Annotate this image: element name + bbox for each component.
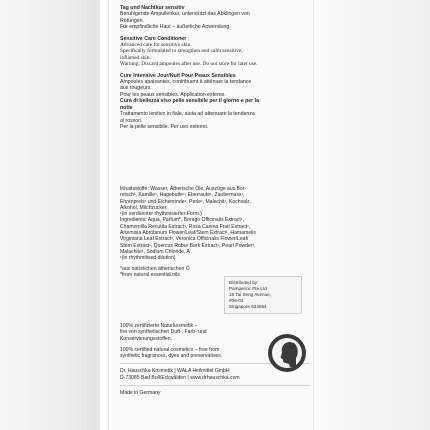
- certified-de-line: frei von synthetischen Duft-, Farb- und: [120, 329, 207, 336]
- en-line: inflamed skin.: [120, 54, 151, 61]
- certification-seal-icon: [268, 334, 306, 372]
- ingredients-en-line: Chamomilla Recutita Extract¹, Rosa Canina Fruit Extract¹,: [120, 223, 251, 230]
- distributor-name: Pamperinc Pte Ltd: [229, 286, 267, 292]
- it-line: Per la pelle sensibile. Per uso esterno.: [120, 123, 209, 130]
- it-title-cont: notte: [120, 104, 133, 111]
- company-line: Dr. Hauschka Kosmetik | WALA Heilmittel GmbH: [120, 368, 230, 375]
- en-warning: Warning: Discard ampoules after use. Do not store for later use.: [120, 61, 258, 68]
- ingredients-en-line: Stem Extract¹, Quercus Robur Bark Extract¹, Pearl Powder¹,: [120, 242, 256, 249]
- en-line: Specifically formulated to strengthen and calm sensitive,: [120, 48, 243, 55]
- ingredients-en-note: ¹(in rhythmitised dilution): [120, 255, 176, 262]
- certified-de-line: 100% zertifizierte Naturkosmetik –: [120, 323, 198, 329]
- certified-en-line: 100% certified natural cosmetics – free from: [120, 346, 220, 353]
- company-address: D-73085 Bad Boll/Eckwälden | www.drhauschka.com: [120, 374, 240, 381]
- made-in: Made in Germany: [120, 390, 161, 397]
- ingredients-en-line: Malachite¹, Sodium Chloride, A: [120, 248, 190, 255]
- certified-en-line: synthetic fragrances, dyes and preservatives.: [120, 353, 223, 360]
- ingredients-de-line: retsch¹, Kamille¹, Hagebutte¹, Eberraute¹, Zaubernuss¹,: [120, 192, 245, 199]
- en-title: Sensitive Care Conditioner: [120, 35, 187, 42]
- ingredients-de-note: ¹(in verdünnter rhythmisierter Form.): [120, 211, 202, 218]
- ingredients-de-line: Alkohol, Milchzucker.: [120, 204, 168, 211]
- distributor-unit: #06-01: [229, 298, 244, 304]
- divider: [120, 385, 310, 386]
- en-line: Advanced care for sensitive skin.: [120, 42, 192, 49]
- natural-oils-note-en: *from natural essential oils: [120, 271, 180, 278]
- it-line: ai rossori.: [120, 117, 143, 124]
- it-line: Trattamento lenitivo in fiale, aiuta ad attenuare la tendenza: [120, 111, 255, 118]
- de-line: Beruhigende Ampullenkur, unterstützt das Abklingen von: [120, 11, 250, 18]
- distributor-label: Distributed by:: [229, 280, 259, 285]
- ingredients-de-line: Ehrenpreis¹ und Eichenrinde¹, Perle¹, Malachit¹, Kochsalz,: [120, 198, 252, 205]
- de-line: Für empfindliche Haut – äußerliche Anwendung.: [120, 24, 231, 31]
- face-profile-icon: [272, 338, 302, 368]
- ingredients-block: [120, 186, 308, 278]
- certified-de-line: Konservierungsstoffen.: [120, 335, 173, 342]
- box-left-side: [0, 0, 100, 430]
- distributor-street: 19 Tai Seng Avenue,: [229, 292, 271, 298]
- fr-line: Pour les peaux sensibles. Application externe.: [120, 91, 226, 98]
- fr-line: Ampoules apaisantes, contribuent à atténuer la tendance: [120, 79, 252, 86]
- ingredients-en-line: Ingredients: Aqua, Parfum*, Borago Officinalis Extract¹,: [120, 217, 244, 224]
- box-right-side: [320, 0, 430, 430]
- it-title: Cura di bellezza viso pelle sensibile per il giorno e per la: [120, 98, 259, 105]
- de-line: Rötungen.: [120, 17, 144, 24]
- distributor-city: Singapore 534054: [229, 304, 267, 310]
- natural-oils-note-de: *aus natürlichen ätherischen Ö: [120, 265, 190, 272]
- ingredients-en-line: Artemisia Abrotanum Flower/Leaf/Stem Extract¹, Hamamelis: [120, 230, 256, 237]
- description-column: [120, 5, 310, 130]
- fr-title: Cure Intensive Jour/Nuit Pour Peaux Sensibles: [120, 72, 236, 79]
- de-title: Tag und Nachtkur sensitiv: [120, 5, 185, 11]
- ingredients-de-line: Inhaltsstoffe: Wasser, Ätherische Öle, Auszüge aus Bor-: [120, 186, 247, 192]
- distributor-sticker: [224, 276, 302, 314]
- ingredients-en-line: Virginiana Leaf Extract¹, Veronica Officinalis Flower/Leaf/: [120, 236, 249, 243]
- fr-line: aux rougeurs.: [120, 85, 152, 92]
